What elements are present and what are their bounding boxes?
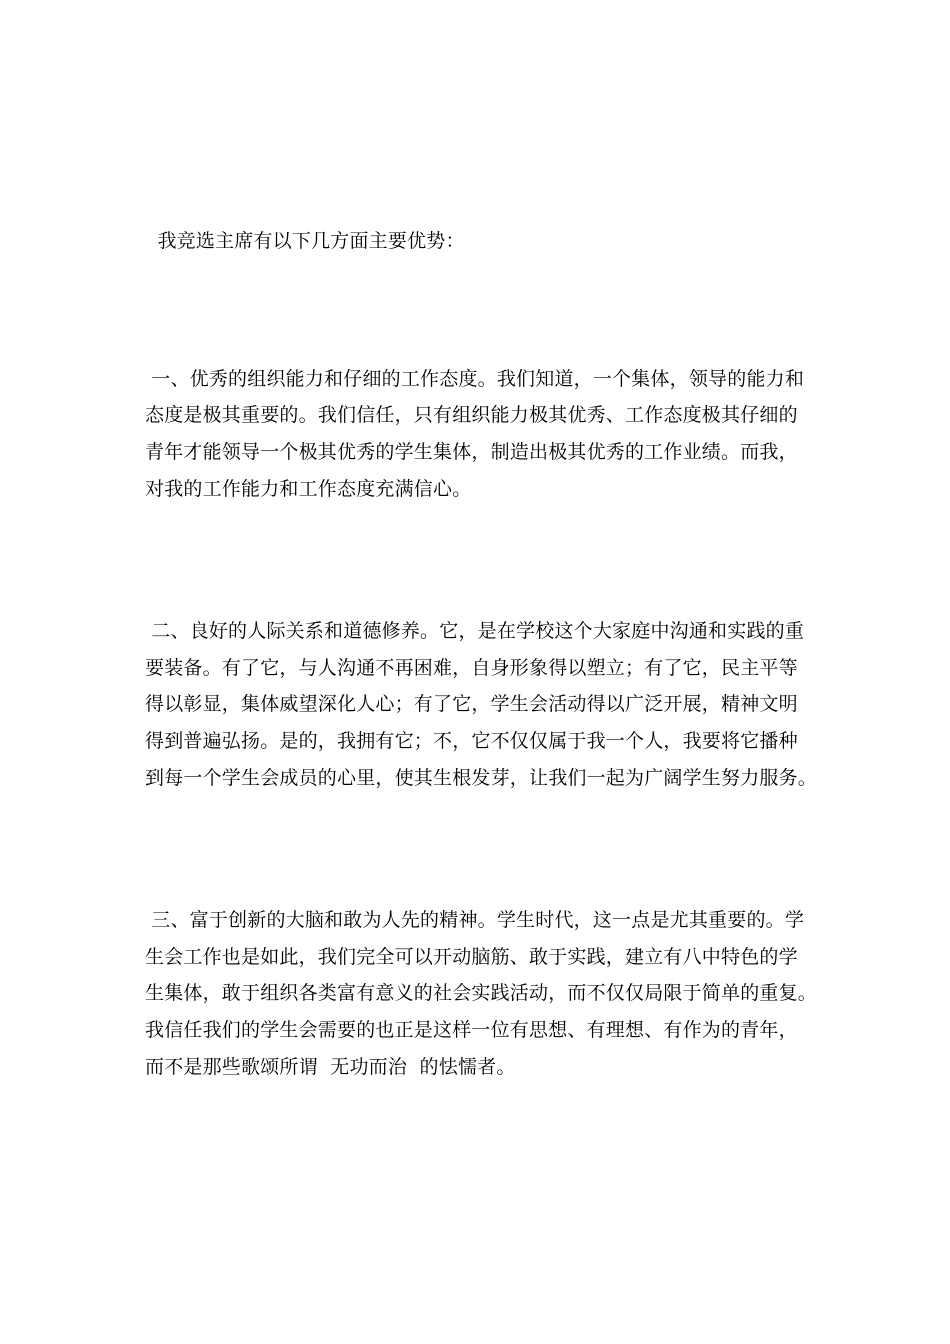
paragraph-1-line-1: 一、优秀的组织能力和仔细的工作态度。我们知道，一个集体，领导的能力和 <box>145 368 805 390</box>
paragraph-3-line-4: 我信任我们的学生会需要的也正是这样一位有思想、有理想、有作为的青年， <box>145 1019 798 1041</box>
paragraph-1-line-3: 青年才能领导一个极其优秀的学生集体，制造出极其优秀的工作业绩。而我， <box>145 441 798 463</box>
paragraph-2-line-5: 到每一个学生会成员的心里，使其生根发芽，让我们一起为广阔学生努力服务。 <box>145 767 818 789</box>
paragraph-3-line-3: 生集体，敢于组织各类富有意义的社会实践活动，而不仅仅局限于简单的重复。 <box>145 982 818 1004</box>
paragraph-2-line-3: 得以彰显，集体威望深化人心；有了它，学生会活动得以广泛开展，精神文明 <box>145 693 798 715</box>
intro-line: 我竞选主席有以下几方面主要优势： <box>145 230 465 252</box>
paragraph-3-line-5: 而不是那些歌颂所谓 无功而治 的怯懦者。 <box>145 1056 516 1078</box>
paragraph-1-line-4: 对我的工作能力和工作态度充满信心。 <box>145 478 472 500</box>
paragraph-2-line-2: 要装备。有了它，与人沟通不再困难，自身形象得以塑立；有了它，民主平等 <box>145 657 798 679</box>
paragraph-3-line-2: 生会工作也是如此，我们完全可以开动脑筋、敢于实践，建立有八中特色的学 <box>145 946 798 968</box>
paragraph-2-line-4: 得到普遍弘扬。是的，我拥有它；不，它不仅仅属于我一个人，我要将它播种 <box>145 730 798 752</box>
paragraph-2-line-1: 二、良好的人际关系和道德修养。它，是在学校这个大家庭中沟通和实践的重 <box>145 620 805 642</box>
paragraph-1-line-2: 态度是极其重要的。我们信任，只有组织能力极其优秀、工作态度极其仔细的 <box>145 404 798 426</box>
paragraph-3-line-1: 三、富于创新的大脑和敢为人先的精神。学生时代，这一点是尤其重要的。学 <box>145 909 805 931</box>
